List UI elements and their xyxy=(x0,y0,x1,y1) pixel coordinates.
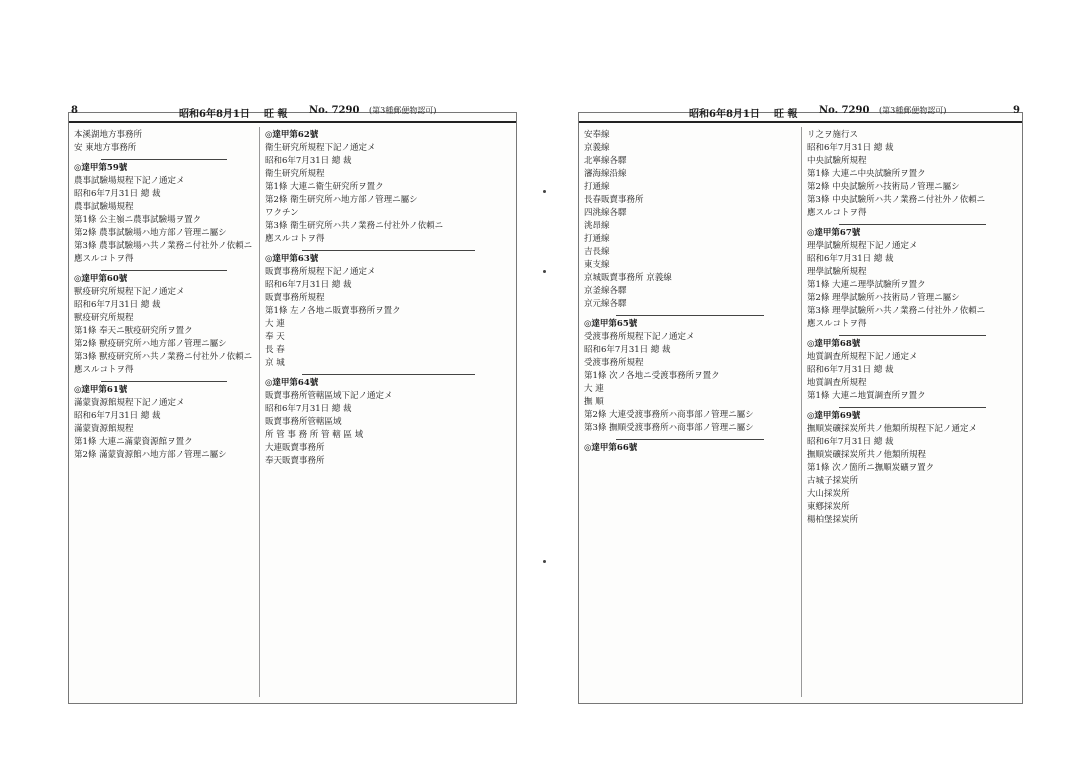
text-line: 京 城 xyxy=(265,358,285,368)
text-line: 昭和6年7月31日 總 裁 xyxy=(584,345,671,355)
text-line: 第1條 大連ニ衛生研究所ヲ置ク xyxy=(265,182,384,192)
gutter-mark xyxy=(543,270,546,273)
text-line: 東支線 xyxy=(584,260,610,270)
text-line: 京城販賣事務所 京義線 xyxy=(584,273,672,283)
left-header-rule xyxy=(69,121,516,123)
text-line: 吉長線 xyxy=(584,247,610,257)
text-line: 應スルコトヲ得 xyxy=(265,234,325,244)
left-column-1-text xyxy=(69,127,259,464)
right-page-issue: No. 7290 xyxy=(819,105,870,116)
text-line: 農事試驗場規程 xyxy=(74,202,134,212)
text-line: 昭和6年7月31日 總 裁 xyxy=(74,300,161,310)
text-line: 應スルコトヲ得 xyxy=(807,319,867,329)
text-line: 所 管 事 務 所 管 轄 區 域 xyxy=(265,430,364,440)
gutter-mark xyxy=(543,560,546,563)
right-column-2-text xyxy=(802,127,1023,529)
left-page-date: 昭和6年8月1日 xyxy=(179,109,250,120)
text-line: 昭和6年7月31日 總 裁 xyxy=(807,365,894,375)
text-line: 第1條 次ノ各地ニ受渡事務所ヲ置ク xyxy=(584,371,720,381)
text-line: 第3條 理學試驗所ハ共ノ業務ニ付社外ノ依頼ニ xyxy=(807,306,986,316)
text-line: 京元線各驛 xyxy=(584,299,627,309)
left-page-note: (第3種郵便物認可) xyxy=(369,106,437,115)
text-line: 楊柏堡採炭所 xyxy=(807,515,859,525)
right-page-publication: 旺 報 xyxy=(774,109,798,120)
ordinance-heading: ◎達甲第68號 xyxy=(807,339,861,349)
text-line: 第3條 衛生研究所ハ共ノ業務ニ付社外ノ依頼ニ xyxy=(265,221,444,231)
ordinance-heading: ◎達甲第69號 xyxy=(807,411,861,421)
text-line: 第1條 大連ニ中央試驗所ヲ置ク xyxy=(807,169,926,179)
text-line: 本溪湖地方事務所 xyxy=(74,130,143,140)
ordinance-heading: ◎達甲第65號 xyxy=(584,319,638,329)
text-line: 獸疫研究所規程下記ノ通定メ xyxy=(74,287,185,297)
left-page-issue: No. 7290 xyxy=(309,105,360,116)
text-line: 瀋海線沿線 xyxy=(584,169,627,179)
text-line: 第1條 大連ニ理學試驗所ヲ置ク xyxy=(807,280,926,290)
ordinance-heading: ◎達甲第59號 xyxy=(74,163,128,173)
text-line: 安 東地方事務所 xyxy=(74,143,137,153)
text-line: 北寧線各驛 xyxy=(584,156,627,166)
text-line: 販賣事務所規程 xyxy=(265,293,325,303)
right-column-1 xyxy=(579,127,801,697)
text-line: 第2條 中央試驗所ハ技術局ノ管理ニ屬シ xyxy=(807,182,960,192)
text-line: 打通線 xyxy=(584,182,610,192)
text-line: 大山採炭所 xyxy=(807,489,850,499)
text-line: 昭和6年7月31日 總 裁 xyxy=(265,280,352,290)
ordinance-heading: ◎達甲第67號 xyxy=(807,228,861,238)
text-line: 奉天販賣事務所 xyxy=(265,456,325,466)
text-line: 衛生研究所規程下記ノ通定メ xyxy=(265,143,376,153)
text-line: 長春販賣事務所 xyxy=(584,195,644,205)
text-line: 衛生研究所規程 xyxy=(265,169,325,179)
ordinance-heading: ◎達甲第63號 xyxy=(265,254,319,264)
section-divider xyxy=(839,407,987,408)
gutter-mark xyxy=(543,190,546,193)
text-line: 第2條 滿蒙資源館ハ地方部ノ管理ニ屬シ xyxy=(74,450,227,460)
text-line: 大 連 xyxy=(265,319,285,329)
text-line: 滿蒙資源館規程下記ノ通定メ xyxy=(74,398,185,408)
text-line: 古城子採炭所 xyxy=(807,476,859,486)
text-line: 販賣事務所管轄區域 xyxy=(265,417,342,427)
left-column-2-text xyxy=(260,127,517,470)
right-page-header xyxy=(579,105,1022,119)
section-divider xyxy=(302,374,475,375)
text-line: 第3條 中央試驗所ハ共ノ業務ニ付社外ノ依頼ニ xyxy=(807,195,986,205)
text-line: 農事試驗場規程下記ノ通定メ xyxy=(74,176,185,186)
text-line: 撫順炭礦採炭所共ノ他類所規程 xyxy=(807,450,927,460)
text-line: ワクチン xyxy=(265,208,299,218)
text-line: 應スルコトヲ得 xyxy=(74,365,134,375)
text-line: 滿蒙資源館規程 xyxy=(74,424,134,434)
text-line: 受渡事務所規程下記ノ通定メ xyxy=(584,332,695,342)
text-line: 安奉線 xyxy=(584,130,610,140)
left-page xyxy=(68,105,517,704)
text-line: 獸疫研究所規程 xyxy=(74,313,134,323)
text-line: 理學試驗所規程 xyxy=(807,267,867,277)
text-line: リ之ヲ施行ス xyxy=(807,130,859,140)
section-divider xyxy=(302,250,475,251)
section-divider xyxy=(101,270,227,271)
section-divider xyxy=(101,381,227,382)
text-line: 第3條 獸疫研究所ハ共ノ業務ニ付社外ノ依頼ニ xyxy=(74,352,253,362)
text-line: 販賣事務所規程下記ノ通定メ xyxy=(265,267,376,277)
text-line: 第1條 左ノ各地ニ販賣事務所ヲ置ク xyxy=(265,306,401,316)
right-page-note: (第3種郵便物認可) xyxy=(879,106,947,115)
text-line: 第1條 大連ニ地質調査所ヲ置ク xyxy=(807,391,926,401)
right-column-1-text xyxy=(579,127,801,457)
text-line: 受渡事務所規程 xyxy=(584,358,644,368)
text-line: 第2條 衛生研究所ハ地方部ノ管理ニ屬シ xyxy=(265,195,418,205)
text-line: 理學試驗所規程下記ノ通定メ xyxy=(807,241,918,251)
text-line: 大 連 xyxy=(584,384,604,394)
section-divider xyxy=(839,335,987,336)
left-column-1 xyxy=(69,127,259,697)
text-line: 第2條 大連受渡事務所ハ商事部ノ管理ニ屬シ xyxy=(584,410,754,420)
text-line: 京釜線各驛 xyxy=(584,286,627,296)
text-line: 第1條 大連ニ滿蒙資源館ヲ置ク xyxy=(74,437,193,447)
left-page-publication: 旺 報 xyxy=(264,109,288,120)
text-line: 昭和6年7月31日 總 裁 xyxy=(807,143,894,153)
text-line: 第1條 奉天ニ獸疫研究所ヲ置ク xyxy=(74,326,193,336)
text-line: 昭和6年7月31日 總 裁 xyxy=(807,254,894,264)
section-divider xyxy=(616,439,764,440)
text-line: 昭和6年7月31日 總 裁 xyxy=(807,437,894,447)
text-line: 打通線 xyxy=(584,234,610,244)
text-line: 昭和6年7月31日 總 裁 xyxy=(265,156,352,166)
right-header-rule xyxy=(579,121,1022,123)
right-column-2 xyxy=(801,127,1023,697)
text-line: 第1條 公主嶺ニ農事試驗場ヲ置ク xyxy=(74,215,202,225)
text-line: 大連販賣事務所 xyxy=(265,443,325,453)
text-line: 昭和6年7月31日 總 裁 xyxy=(74,411,161,421)
left-column-2 xyxy=(259,127,517,697)
left-page-header xyxy=(69,105,516,119)
section-divider xyxy=(101,159,227,160)
text-line: 地質調査所規程 xyxy=(807,378,867,388)
text-line: 應スルコトヲ得 xyxy=(807,208,867,218)
text-line: 應スルコトヲ得 xyxy=(74,254,134,264)
right-page-number: 9 xyxy=(1013,105,1020,116)
section-divider xyxy=(839,224,987,225)
text-line: 奉 天 xyxy=(265,332,285,342)
text-line: 地質調査所規程下記ノ通定メ xyxy=(807,352,918,362)
text-line: 撫順炭礦採炭所共ノ他類所規程下記ノ通定メ xyxy=(807,424,978,434)
text-line: 長 春 xyxy=(265,345,285,355)
text-line: 第3條 撫順受渡事務所ハ商事部ノ管理ニ屬シ xyxy=(584,423,754,433)
ordinance-heading: ◎達甲第62號 xyxy=(265,130,319,140)
section-divider xyxy=(616,315,764,316)
text-line: 昭和6年7月31日 總 裁 xyxy=(74,189,161,199)
text-line: 中央試驗所規程 xyxy=(807,156,867,166)
text-line: 京義線 xyxy=(584,143,610,153)
ordinance-heading: ◎達甲第61號 xyxy=(74,385,128,395)
text-line: 第2條 理學試驗所ハ技術局ノ管理ニ屬シ xyxy=(807,293,960,303)
ordinance-heading: ◎達甲第60號 xyxy=(74,274,128,284)
left-page-number: 8 xyxy=(71,105,78,116)
text-line: 撫 順 xyxy=(584,397,604,407)
text-line: 洮昂線 xyxy=(584,221,610,231)
text-line: 昭和6年7月31日 總 裁 xyxy=(265,404,352,414)
text-line: 販賣事務所管轄區域下記ノ通定メ xyxy=(265,391,393,401)
text-line: 第1條 次ノ箇所ニ撫順炭礦ヲ置ク xyxy=(807,463,935,473)
text-line: 第2條 農事試驗場ハ地方部ノ管理ニ屬シ xyxy=(74,228,227,238)
text-line: 第3條 農事試驗場ハ共ノ業務ニ付社外ノ依頼ニ xyxy=(74,241,253,251)
text-line: 東鄕採炭所 xyxy=(807,502,850,512)
ordinance-heading: ◎達甲第64號 xyxy=(265,378,319,388)
right-page-date: 昭和6年8月1日 xyxy=(689,109,760,120)
ordinance-heading: ◎達甲第66號 xyxy=(584,443,638,453)
text-line: 第2條 獸疫研究所ハ地方部ノ管理ニ屬シ xyxy=(74,339,227,349)
right-page xyxy=(578,105,1023,704)
text-line: 四洮線各驛 xyxy=(584,208,627,218)
